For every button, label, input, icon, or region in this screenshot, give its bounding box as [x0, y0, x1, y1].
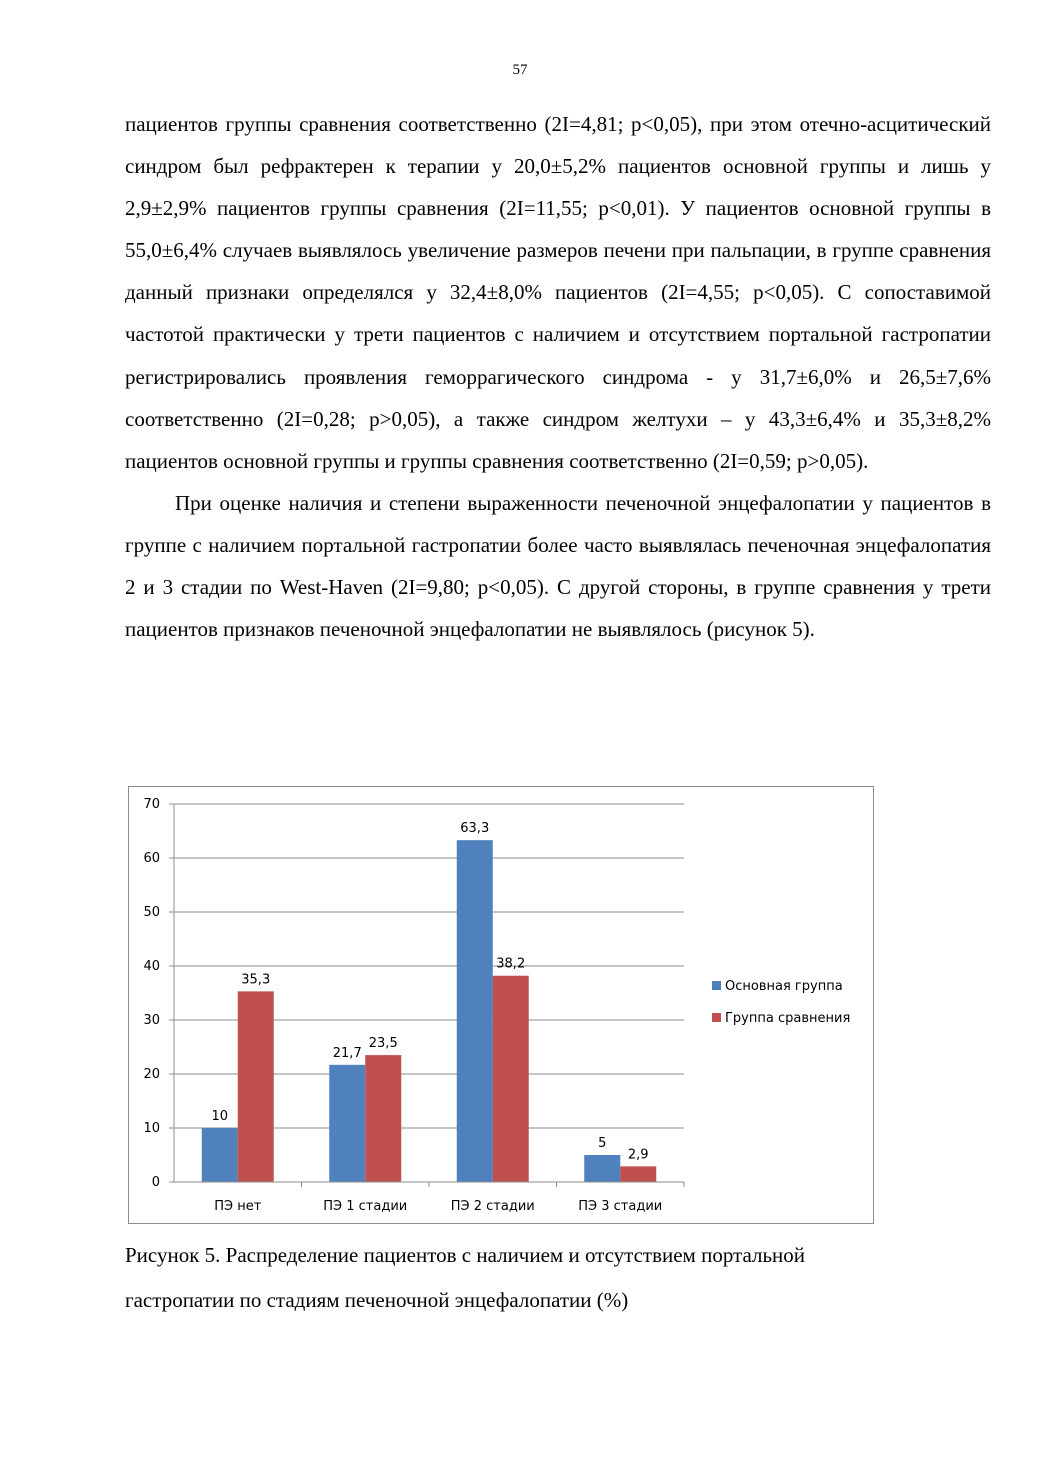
bar — [365, 1055, 401, 1182]
bar — [329, 1065, 365, 1182]
data-label: 38,2 — [496, 956, 526, 972]
y-tick-label: 10 — [143, 1121, 160, 1136]
legend-swatch — [712, 981, 721, 990]
body-text — [125, 103, 991, 650]
figure-caption — [125, 1233, 991, 1323]
data-label: 2,9 — [627, 1147, 649, 1163]
paragraph-2: При оценке наличия и степени выраженности печеночной энцефалопатии у пациентов в группе с наличием портальной гастропатии более часто выявлялась печеночная энцефалопатия 2 и 3 стадии по West-Haven (2I=9,80; p<0,05). С другой стороны, в группе сравнения у трети пациентов признаков печеночной энцефалопатии не выявлялось (рисунок 5). — [125, 490, 991, 642]
page-number: 57 — [512, 62, 528, 78]
bar — [620, 1166, 656, 1182]
legend-label: Группа сравнения — [725, 1011, 851, 1026]
bar — [584, 1155, 620, 1182]
data-label: 5 — [598, 1136, 607, 1151]
y-tick-label: 20 — [143, 1067, 160, 1082]
legend-label: Основная группа — [725, 979, 843, 994]
paragraph-1: пациентов группы сравнения соответственно (2I=4,81; p<0,05), при этом отечно-асцитический синдром был рефрактерен к терапии у 20,0±5,2% пациентов основной группы и лишь у 2,9±2,9% пациентов группы сравнения (2I=11,55; p<0,01). У пациентов основной группы в 55,0±6,4% случаев выявлялось увеличение размеров печени при пальпации, в группе сравнения данный признаки определялся у 32,4±8,0% пациентов (2I=4,55; p<0,05). С сопоставимой частотой практически у трети пациентов с наличием и отсутствием портальной гастропатии регистрировались проявления геморрагического синдрома - у 31,7±6,0% и 26,5±7,6% соответственно (2I=0,28; p>0,05), а также синдром желтухи – у 43,3±6,4% и 35,3±8,2% пациентов основной группы и группы сравнения соответственно (2I=0,59; p>0,05). — [125, 112, 991, 473]
data-label: 35,3 — [241, 972, 271, 988]
bar-chart-svg — [129, 787, 875, 1225]
y-tick-label: 70 — [143, 797, 160, 812]
x-tick-label: ПЭ нет — [214, 1199, 262, 1214]
bar — [493, 976, 529, 1182]
bar — [457, 840, 493, 1182]
bar — [238, 991, 274, 1182]
x-tick-label: ПЭ 1 стадии — [323, 1199, 408, 1214]
caption-line-2: гастропатии по стадиям печеночной энцефалопатии (%) — [125, 1288, 629, 1312]
x-tick-label: ПЭ 3 стадии — [578, 1199, 663, 1214]
y-tick-label: 40 — [143, 959, 160, 974]
data-label: 10 — [211, 1109, 229, 1124]
legend-swatch — [712, 1013, 721, 1022]
y-tick-label: 60 — [143, 851, 160, 866]
y-tick-label: 50 — [143, 905, 160, 920]
y-tick-label: 0 — [151, 1175, 160, 1190]
data-label: 21,7 — [332, 1045, 362, 1061]
x-tick-label: ПЭ 2 стадии — [450, 1199, 535, 1214]
data-label: 63,3 — [460, 821, 490, 837]
bar-chart — [128, 786, 874, 1224]
caption-line-1: Рисунок 5. Распределение пациентов с наличием и отсутствием портальной — [125, 1243, 806, 1267]
y-tick-label: 30 — [143, 1013, 160, 1028]
data-label: 23,5 — [368, 1036, 398, 1052]
bar — [202, 1128, 238, 1182]
